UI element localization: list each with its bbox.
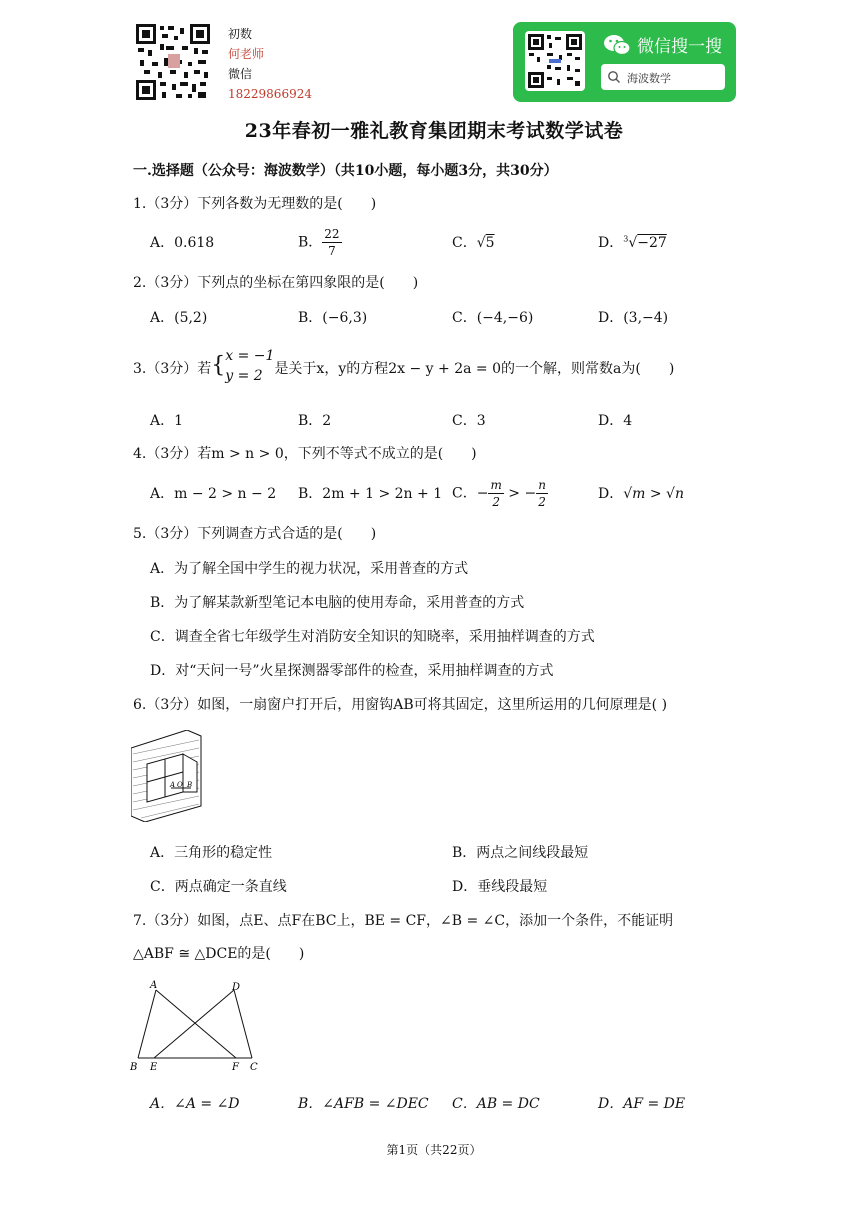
window-hook-figure	[131, 730, 203, 822]
option-d: D．(3,−4)	[598, 310, 669, 326]
figure-label-f: F	[232, 1062, 239, 1073]
option-a: A．∠A = ∠D	[150, 1096, 240, 1112]
option-c: C．两点确定一条直线	[150, 879, 287, 895]
option-a: A．(5,2)	[150, 310, 208, 326]
triangles-figure	[128, 978, 262, 1074]
question-stem: 7.（3分）如图，点E、点F在BC上，BE = CF，∠B = ∠C，添加一个条件，不能证明	[133, 913, 674, 929]
option-c: C．AB = DC	[452, 1096, 540, 1112]
option-c: C．3	[452, 413, 486, 429]
figure-label-a: A	[150, 980, 158, 991]
option-b: B．2	[298, 413, 332, 429]
option-b: B．(−6,3)	[298, 310, 368, 326]
option-a: A．0.618	[150, 235, 215, 251]
option-c: C．− $\frac{m}{2}$ > − $\frac{n}{2}$	[452, 478, 546, 509]
question-stem: 6.（3分）如图，一扇窗户打开后，用窗钩AB可将其固定，这里所运用的几何原理是( )	[133, 697, 668, 713]
option-b: B． $\frac{22}{7}$	[298, 227, 340, 258]
wechat-search-banner	[513, 22, 736, 102]
contact-line: 微信	[228, 67, 253, 81]
page-footer: 第1页（共22页）	[386, 1143, 482, 1157]
figure-label-b: B	[130, 1062, 138, 1073]
wechat-search-box[interactable]	[601, 64, 725, 90]
question-stem-cont: △ABF ≅ △DCE的是( )	[133, 946, 305, 962]
contact-qr-code	[136, 24, 210, 100]
question-stem: 1.（3分）下列各数为无理数的是( )	[133, 196, 377, 212]
figure-label-c: C	[250, 1062, 258, 1073]
magnifier-icon	[607, 70, 621, 84]
wechat-search-text: 海波数学	[627, 72, 671, 85]
option-b: B．∠AFB = ∠DEC	[298, 1096, 429, 1112]
figure-label-a: A	[170, 781, 176, 789]
contact-phone: 18229866924	[228, 87, 312, 101]
figure-label-d: D	[232, 982, 241, 993]
option-d: D．$^3$√−27	[598, 234, 667, 251]
qr-code-icon	[525, 31, 585, 91]
section-heading: 一.选择题（公众号：海波数学）（共10小题，每小题3分，共30分）	[133, 163, 558, 179]
option-d: D．4	[598, 413, 633, 429]
option-b: B．为了解某款新型笔记本电脑的使用寿命，采用普查的方式	[150, 595, 525, 611]
contact-line: 何老师	[228, 47, 265, 61]
figure-label-b: B	[187, 781, 193, 789]
figure-label-o: O	[177, 781, 183, 789]
wechat-logo-icon	[603, 34, 631, 56]
option-a: A．m − 2 > n − 2	[150, 486, 277, 502]
wechat-banner-title: 微信搜一搜	[637, 37, 722, 57]
option-a: A．1	[150, 413, 184, 429]
question-stem: 3.（3分）若{ x = −1 y = 2 是关于x，y的方程2x − y + 2a = 0的一个解，则常数a为( )	[133, 348, 675, 384]
option-d: D．垂线段最短	[452, 879, 548, 895]
option-b: B．2m + 1 > 2n + 1	[298, 486, 443, 502]
option-c: C．调查全省七年级学生对消防安全知识的知晓率，采用抽样调查的方式	[150, 629, 595, 645]
option-d: D．AF = DE	[598, 1096, 686, 1112]
page-title: 23年春初一雅礼教育集团期末考试数学试卷	[244, 120, 624, 142]
option-d: D．对“天问一号”火星探测器零部件的检查，采用抽样调查的方式	[150, 663, 554, 679]
option-d: D．√m > √n	[598, 486, 684, 502]
question-stem: 2.（3分）下列点的坐标在第四象限的是( )	[133, 275, 419, 291]
option-c: C．(−4,−6)	[452, 310, 534, 326]
teacher-contact	[228, 24, 312, 104]
wechat-qr-code	[525, 31, 585, 91]
qr-code-icon	[136, 24, 210, 100]
option-a: A．为了解全国中学生的视力状况，采用普查的方式	[150, 561, 469, 577]
figure-label-e: E	[150, 1062, 158, 1073]
option-a: A．三角形的稳定性	[150, 845, 273, 861]
question-stem: 5.（3分）下列调查方式合适的是( )	[133, 526, 377, 542]
option-b: B．两点之间线段最短	[452, 845, 589, 861]
question-stem: 4.（3分）若m > n > 0，下列不等式不成立的是( )	[133, 446, 477, 462]
option-c: C．√5	[452, 235, 495, 251]
contact-line: 初数	[228, 27, 253, 41]
